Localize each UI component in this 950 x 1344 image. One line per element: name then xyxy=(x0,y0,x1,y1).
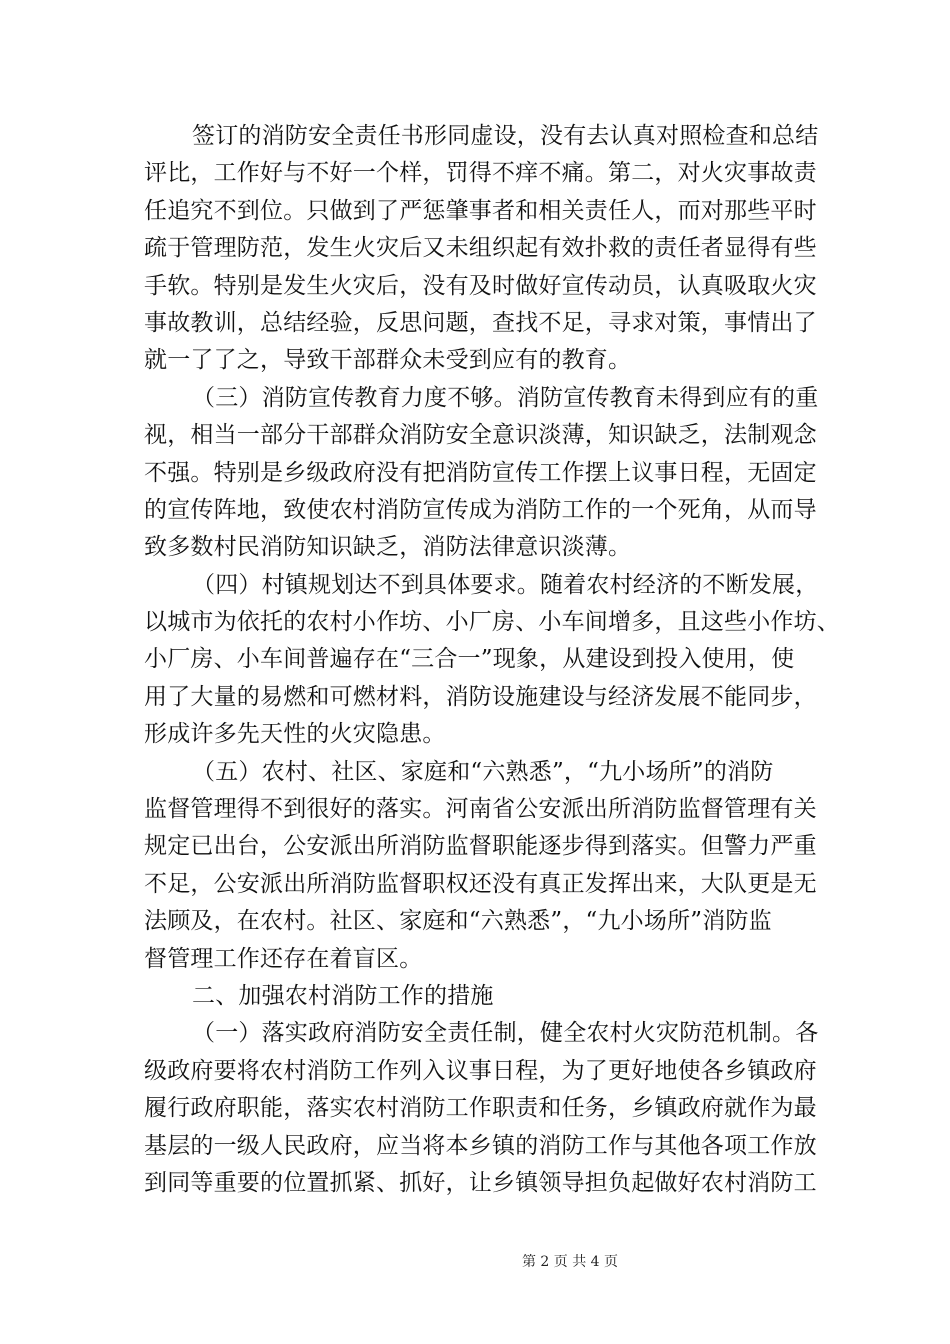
text-line: 签订的消防安全责任书形同虚设，没有去认真对照检查和总结 xyxy=(192,123,819,149)
text-line: 小厂房、小车间普遍存在“三合一”现象，从建设到投入使用，使 xyxy=(144,646,795,673)
text-line: 事故教训，总结经验，反思问题，查找不足，寻求对策，事情出了 xyxy=(144,309,817,336)
text-line: （一）落实政府消防安全责任制，健全农村火灾防范机制。各 xyxy=(192,1020,819,1047)
text-line: 疏于管理防范，发生火灾后又未组织起有效扑救的责任者显得有些 xyxy=(144,235,817,262)
text-line: 手软。特别是发生火灾后，没有及时做好宣传动员，认真吸取火灾 xyxy=(144,272,817,299)
text-line: 以城市为依托的农村小作坊、小厂房、小车间增多，且这些小作坊、 xyxy=(144,609,840,636)
text-line: 督管理工作还存在着盲区。 xyxy=(144,945,423,972)
text-line: 用了大量的易燃和可燃材料，消防设施建设与经济发展不能同步， xyxy=(144,683,817,710)
text-line: 视，相当一部分干部群众消防安全意识淡薄，知识缺乏，法制观念 xyxy=(144,422,817,449)
text-line: 监督管理得不到很好的落实。河南省公安派出所消防监督管理有关 xyxy=(144,796,817,823)
text-line: 法顾及，在农村。社区、家庭和“六熟悉”，“九小场所”消防监 xyxy=(144,908,772,935)
text-line: 就一了了之，导致干部群众未受到应有的教育。 xyxy=(144,347,632,374)
text-line: 级政府要将农村消防工作列入议事日程，为了更好地使各乡镇政府 xyxy=(144,1057,817,1084)
page-number-footer: 第 2 页 共 4 页 xyxy=(521,1254,619,1270)
text-line: 任追究不到位。只做到了严惩肇事者和相关责任人，而对那些平时 xyxy=(144,197,817,224)
text-line: 形成许多先天性的火灾隐患。 xyxy=(144,721,446,748)
text-line: 规定已出台，公安派出所消防监督职能逐步得到落实。但警力严重 xyxy=(144,833,817,860)
text-line: 不强。特别是乡级政府没有把消防宣传工作摆上议事日程，无固定 xyxy=(144,459,817,486)
document-body xyxy=(144,118,840,1202)
text-line: 履行政府职能，落实农村消防工作职责和任务，乡镇政府就作为最 xyxy=(144,1095,817,1122)
text-line: （三）消防宣传教育力度不够。消防宣传教育未得到应有的重 xyxy=(192,384,819,411)
text-line: 不足，公安派出所消防监督职权还没有真正发挥出来，大队更是无 xyxy=(144,870,817,897)
text-line: 基层的一级人民政府，应当将本乡镇的消防工作与其他各项工作放 xyxy=(144,1132,817,1159)
text-line: 的宣传阵地，致使农村消防宣传成为消防工作的一个死角，从而导 xyxy=(144,496,817,523)
text-line: 致多数村民消防知识缺乏，消防法律意识淡薄。 xyxy=(144,534,632,561)
text-line: 评比，工作好与不好一个样，罚得不痒不痛。第二，对火灾事故责 xyxy=(144,160,817,187)
text-line: （五）农村、社区、家庭和“六熟悉”，“九小场所”的消防 xyxy=(192,758,774,785)
text-line: （四）村镇规划达不到具体要求。随着农村经济的不断发展， xyxy=(192,571,819,598)
section-heading: 二、加强农村消防工作的措施 xyxy=(192,982,494,1009)
text-line: 到同等重要的位置抓紧、抓好，让乡镇领导担负起做好农村消防工 xyxy=(144,1169,817,1196)
